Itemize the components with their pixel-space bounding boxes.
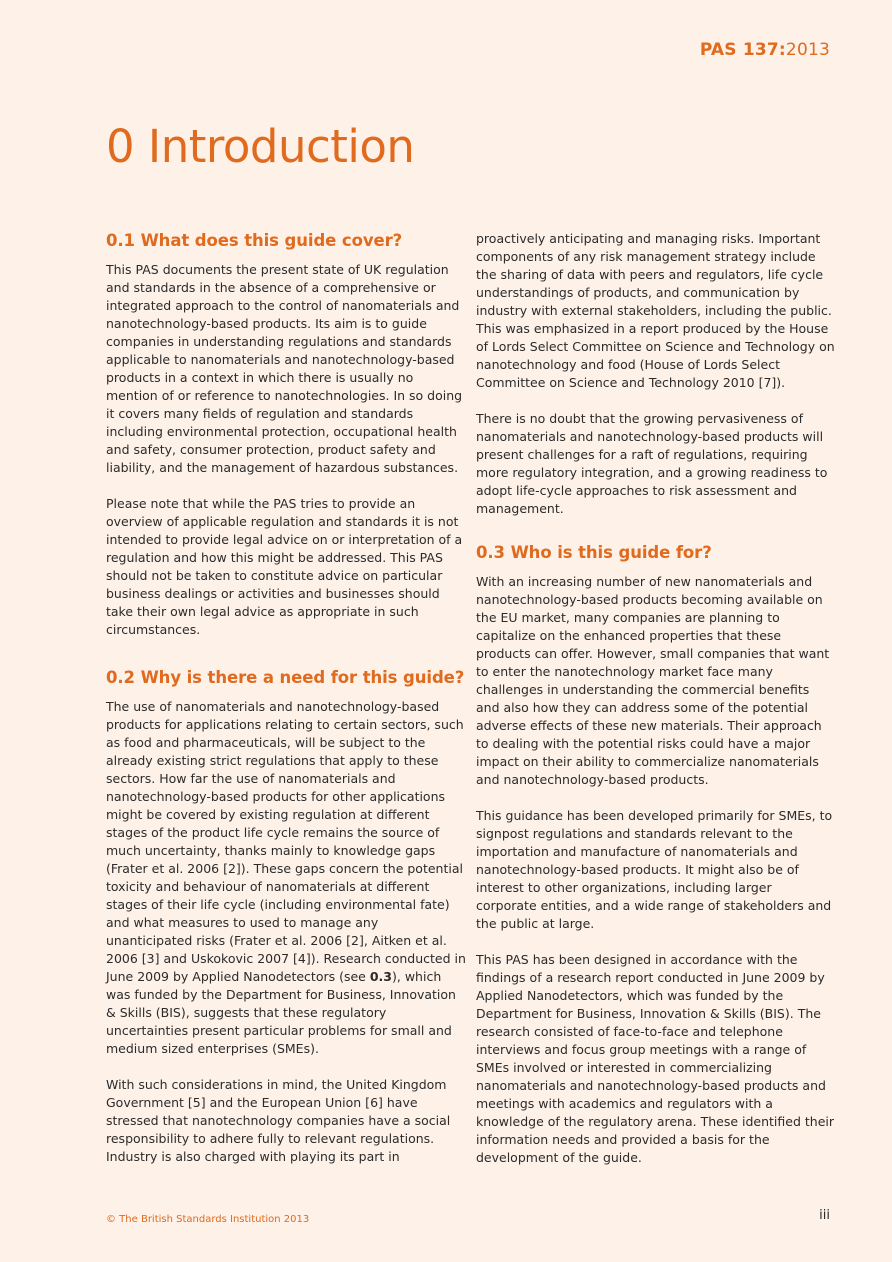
paragraph-text: ), which was funded by the Department for Business, Innovation & Skills (BIS), suggests that these regulatory uncertainties present particular problems for small and medium sized enterprises (SMEs).: [106, 969, 456, 1056]
section-0-1-paragraph-1: This PAS documents the present state of UK regulation and standards in the absence of a comprehensive or integrated approach to the control of nanomaterials and nanotechnology-based products. Its aim is to guide companies in understanding regulations and standards applicable to nanomaterials and nanotechnology-based products in a context in which there is usually no mention of or reference to nanotechnologies. In so doing it covers many fields of regulation and standards including environmental protection, occupational health and safety, consumer protection, product safety and liability, and the management of hazardous substances.: [106, 262, 463, 475]
section-0-3-paragraph-1: With an increasing number of new nanomaterials and nanotechnology-based products becoming available on the EU market, many companies are planning to capitalize on the enhanced properties that these products can offer. However, small companies that want to enter the nanotechnology market face many challenges in understanding the commercial benefits and also how they can address some of the potential adverse effects of these new materials. Their approach to dealing with the potential risks could have a major impact on their ability to commercialize nanomaterials and nanotechnology-based products.: [476, 574, 830, 787]
document-year: 2013: [785, 40, 830, 60]
section-0-2-paragraph-2-continued: proactively anticipating and managing risks. Important components of any risk management strategy include the sharing of data with peers and regulators, life cycle understandings of products, and communication by industry with external stakeholders, including the public. This was emphasized in a report produced by the House of Lords Select Committee on Science and Technology on nanotechnology and food (House of Lords Select Committee on Science and Technology 2010 [7]).: [476, 231, 835, 390]
section-0-2-paragraph-2: With such considerations in mind, the United Kingdom Government [5] and the European Union [6] have stressed that nanotechnology companies have a social responsibility to adhere fully to relevant regulations. Industry is also charged with playing its part in: [106, 1077, 451, 1164]
section-0-1-paragraph-2: Please note that while the PAS tries to provide an overview of applicable regulation and standards it is not intended to provide legal advice on or interpretation of a regulation and how this might be addressed. This PAS should not be taken to constitute advice on particular business dealings or activities and businesses should take their own legal advice as appropriate in such circumstances.: [106, 496, 463, 637]
document-code: PAS 137:: [699, 40, 786, 60]
section-0-2-paragraph-1: [106, 698, 466, 1058]
cross-reference-link[interactable]: 0.3: [369, 969, 392, 984]
paragraph-text: The use of nanomaterials and nanotechnology-based products for applications relating to certain sectors, such as food and pharmaceuticals, will be subject to the already existing strict regulations that apply to these sectors. How far the use of nanomaterials and nanotechnology-based products for other applications might be covered by existing regulation at different stages of the product life cycle remains the source of much uncertainty, thanks mainly to knowledge gaps (Frater et al. 2006 [2]). These gaps concern the potential toxicity and behaviour of nanomaterials at different stages of their life cycle (including environmental fate) and what measures to used to manage any unanticipated risks (Frater et al. 2006 [2], Aitken et al. 2006 [3] and Uskokovic 2007 [4]). Research conducted in June 2009 by Applied Nanodetectors (see: [106, 699, 466, 984]
section-heading-0-2: 0.2 Why is there a need for this guide?: [106, 668, 465, 687]
section-heading-0-1: 0.1 What does this guide cover?: [106, 231, 403, 250]
copyright-notice: © The British Standards Institution 2013: [106, 1214, 310, 1225]
section-0-2-paragraph-3: There is no doubt that the growing pervasiveness of nanomaterials and nanotechnology-based products will present challenges for a raft of regulations, requiring more regulatory integration, and a growing readiness to adopt life-cycle approaches to risk assessment and management.: [476, 411, 828, 516]
left-column: [106, 230, 466, 1184]
document-reference: [700, 40, 830, 60]
right-column: [476, 230, 836, 1185]
section-0-3-paragraph-3: This PAS has been designed in accordance with the findings of a research report conducted in June 2009 by Applied Nanodetectors, which was funded by the Department for Business, Innovation & Skills (BIS). The research consisted of face-to-face and telephone interviews and focus group meetings with a range of SMEs involved or interested in commercializing nanomaterials and nanotechnology-based products and meetings with academics and regulators with a knowledge of the regulatory arena. These identified their information needs and provided a basis for the development of the guide.: [476, 952, 835, 1165]
chapter-title: 0 Introduction: [106, 120, 415, 173]
section-heading-0-3: 0.3 Who is this guide for?: [476, 543, 712, 562]
page-number: iii: [819, 1208, 830, 1223]
section-0-3-paragraph-2: This guidance has been developed primarily for SMEs, to signpost regulations and standards relevant to the importation and manufacture of nanomaterials and nanotechnology-based products. It might also be of interest to other organizations, including larger corporate entities, and a wide range of stakeholders and the public at large.: [476, 808, 833, 931]
